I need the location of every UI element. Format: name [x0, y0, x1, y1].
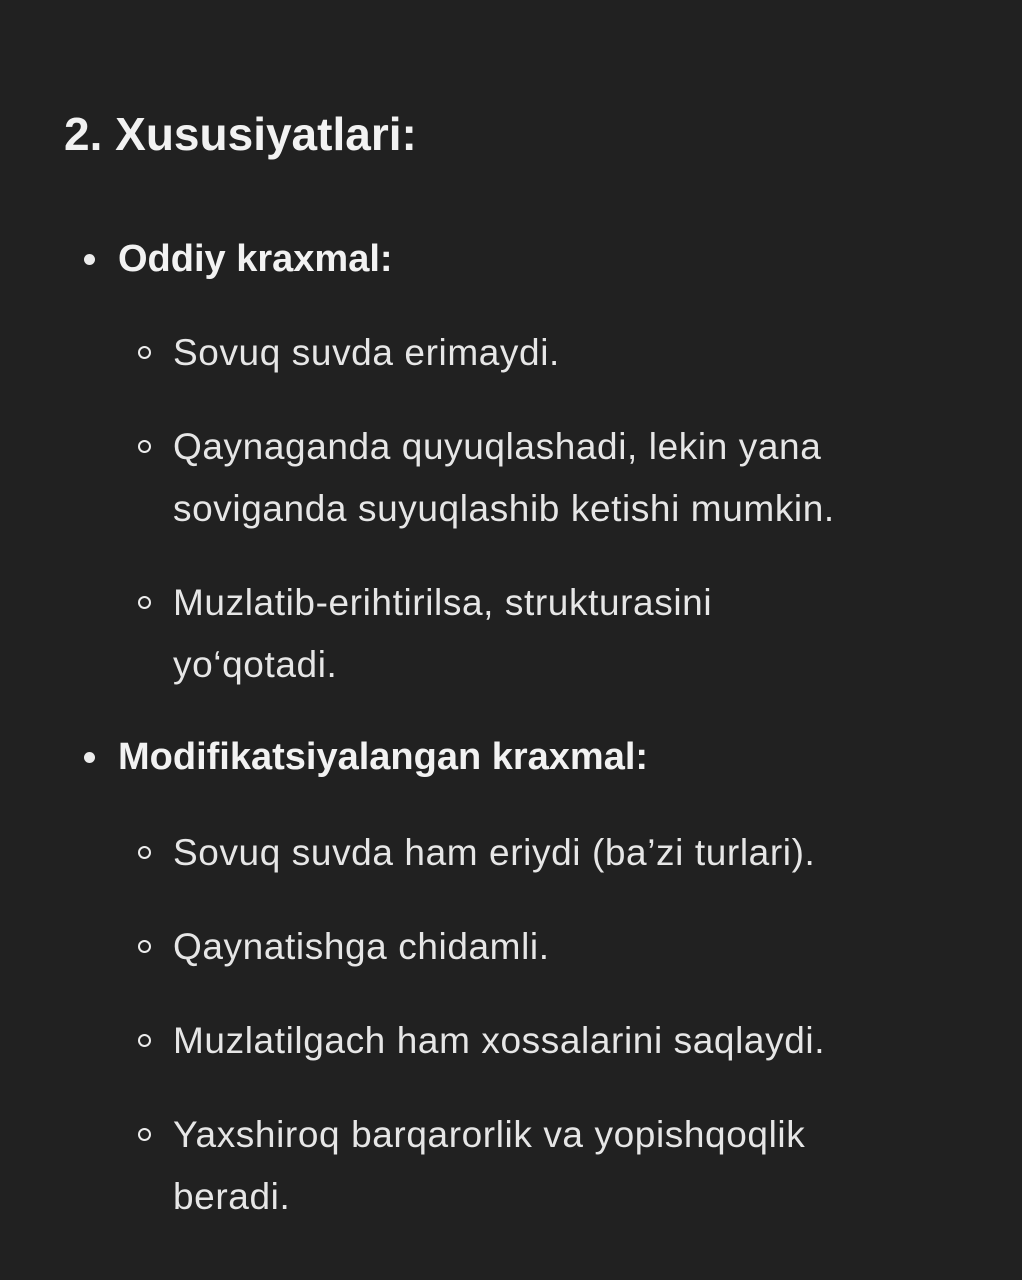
- sub-list-item: [138, 322, 958, 384]
- sub-list-item: [138, 1010, 958, 1072]
- sub-list-item: [138, 416, 958, 540]
- sub-item-text: Muzlatilgach ham xossalarini saqlaydi.: [173, 1020, 826, 1061]
- circle-bullet-icon: [138, 846, 151, 859]
- sub-item-text: Sovuq suvda erimaydi.: [173, 332, 560, 373]
- sub-item-text: Qaynatishga chidamli.: [173, 926, 550, 967]
- sub-item-text: Muzlatib-erihtirilsa, strukturasini yo‘qotadi.: [173, 582, 713, 685]
- circle-bullet-icon: [138, 596, 151, 609]
- sub-list-item: [138, 916, 958, 978]
- sub-item-text: Qaynaganda quyuqlashadi, lekin yana soviganda suyuqlashib ketishi mumkin.: [173, 426, 835, 529]
- sub-item-text: Yaxshiroq barqarorlik va yopishqoqlik beradi.: [173, 1114, 806, 1217]
- sub-list-item: [138, 1104, 958, 1228]
- bullet-label: Modifikatsiyalangan kraxmal:: [118, 736, 649, 778]
- circle-bullet-icon: [138, 940, 151, 953]
- section-heading: 2. Xususiyatlari:: [64, 108, 417, 160]
- bullet-icon: [84, 752, 95, 763]
- sub-item-text: Sovuq suvda ham eriydi (ba’zi turlari).: [173, 832, 816, 873]
- sub-list-item: [138, 572, 958, 696]
- circle-bullet-icon: [138, 440, 151, 453]
- sub-list-item: [138, 822, 958, 884]
- list-item: [84, 732, 984, 782]
- list-item: [84, 234, 984, 284]
- bullet-label: Oddiy kraxmal:: [118, 238, 393, 280]
- circle-bullet-icon: [138, 346, 151, 359]
- circle-bullet-icon: [138, 1128, 151, 1141]
- bullet-icon: [84, 254, 95, 265]
- circle-bullet-icon: [138, 1034, 151, 1047]
